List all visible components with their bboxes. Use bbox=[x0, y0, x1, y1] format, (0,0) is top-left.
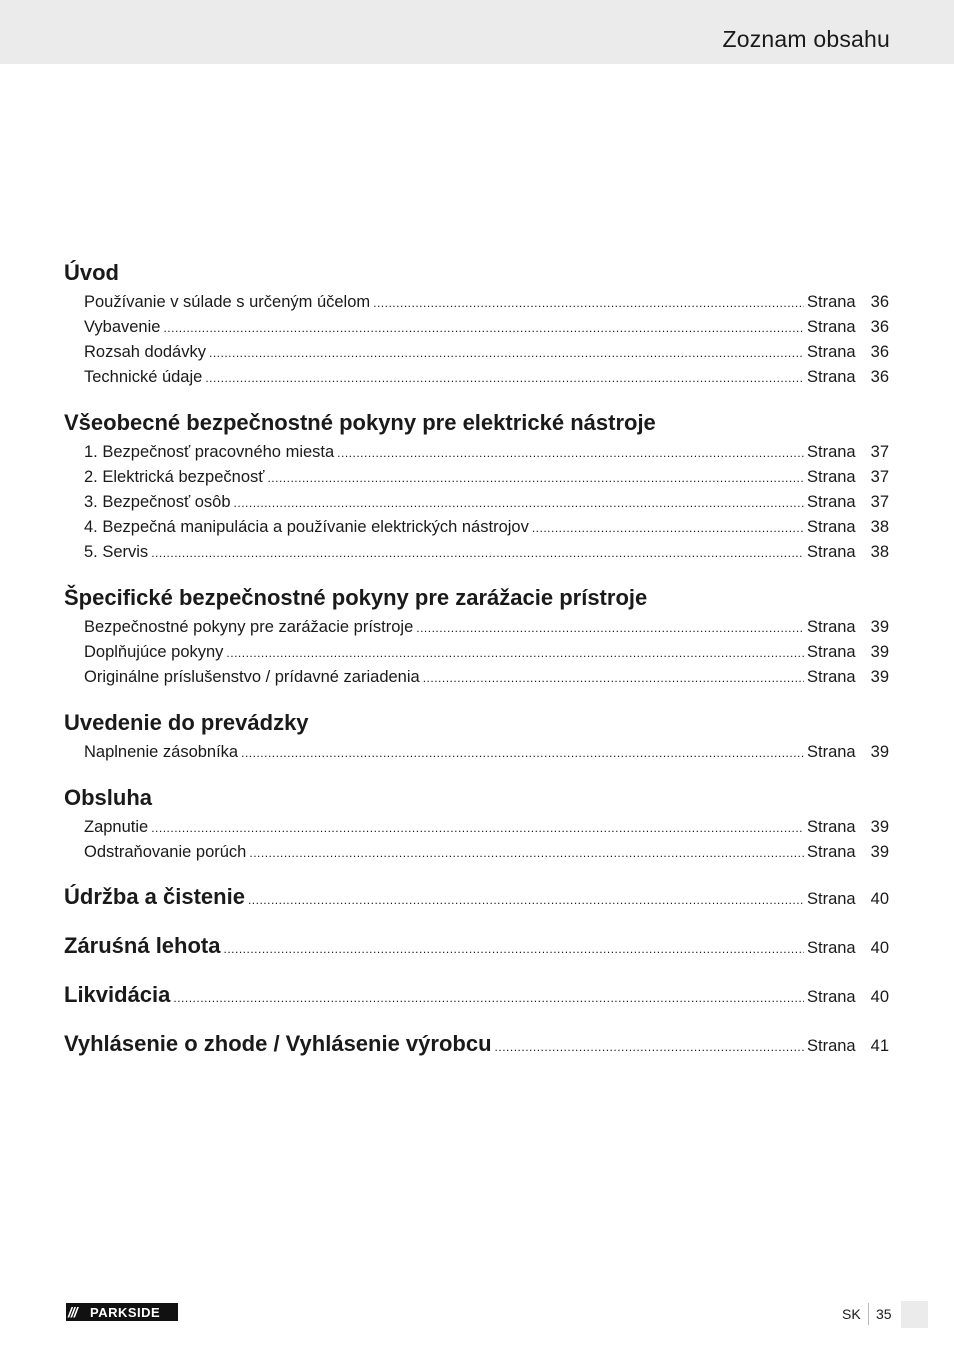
page-title: Zoznam obsahu bbox=[722, 26, 890, 52]
toc-page-word: Strana bbox=[807, 493, 856, 511]
dot-leader bbox=[223, 932, 804, 966]
toc-entry-label: Naplnenie zásobníka bbox=[84, 743, 239, 761]
toc-page-number: 38 bbox=[870, 543, 889, 561]
toc-page-number: 40 bbox=[870, 890, 889, 908]
toc-entry[interactable] bbox=[64, 615, 889, 640]
toc-entry-label: Vybavenie bbox=[84, 318, 161, 336]
toc-page-word: Strana bbox=[807, 443, 856, 461]
dot-leader bbox=[151, 541, 804, 566]
toc-page-word: Strana bbox=[807, 343, 856, 361]
logo-text: PARKSIDE bbox=[90, 1304, 161, 1320]
logo-slashes: /// bbox=[68, 1304, 77, 1320]
dot-leader bbox=[373, 291, 804, 316]
toc-entry-label: Zapnutie bbox=[84, 818, 149, 836]
toc-entry-label: Technické údaje bbox=[84, 368, 203, 386]
footer-divider bbox=[868, 1303, 869, 1325]
page-number: 35 bbox=[876, 1306, 892, 1322]
toc-page-word: Strana bbox=[807, 1037, 856, 1055]
dot-leader bbox=[241, 741, 804, 766]
toc-entry[interactable] bbox=[64, 840, 889, 865]
toc-entry[interactable] bbox=[64, 665, 889, 690]
dot-leader bbox=[337, 441, 804, 466]
toc-page-word: Strana bbox=[807, 368, 856, 386]
toc-heading-label: Údržba a čistenie bbox=[64, 884, 245, 909]
dot-leader bbox=[234, 491, 804, 516]
dot-leader bbox=[173, 981, 804, 1015]
toc-page-word: Strana bbox=[807, 293, 856, 311]
toc-page-word: Strana bbox=[807, 618, 856, 636]
dot-leader bbox=[248, 883, 804, 917]
footer-tab-marker bbox=[901, 1301, 928, 1328]
toc-entry[interactable] bbox=[64, 365, 889, 390]
toc-page-word: Strana bbox=[807, 543, 856, 561]
toc-page-word: Strana bbox=[807, 468, 856, 486]
toc-section-heading: Úvod bbox=[64, 260, 119, 285]
toc-heading-entry[interactable] bbox=[64, 880, 889, 914]
toc-page-word: Strana bbox=[807, 318, 856, 336]
dot-leader bbox=[532, 516, 804, 541]
toc-heading-label: Záruśná lehota bbox=[64, 933, 221, 958]
toc-entry-label: 2. Elektrická bezpečnosť bbox=[84, 468, 265, 486]
toc-page-number: 37 bbox=[870, 443, 889, 461]
toc-page-word: Strana bbox=[807, 518, 856, 536]
toc-entry[interactable] bbox=[64, 490, 889, 515]
toc-section bbox=[64, 256, 889, 390]
toc-entry-label: Originálne príslušenstvo / prídavné zariadenia bbox=[84, 668, 420, 686]
dot-leader bbox=[495, 1030, 804, 1064]
toc-page-number: 36 bbox=[870, 368, 889, 386]
toc-section-heading: Obsluha bbox=[64, 785, 153, 810]
toc-page-number: 39 bbox=[870, 618, 889, 636]
toc-entry-label: Rozsah dodávky bbox=[84, 343, 206, 361]
toc-page-number: 40 bbox=[870, 988, 889, 1006]
toc-section bbox=[64, 781, 889, 865]
toc-page-word: Strana bbox=[807, 818, 856, 836]
dot-leader bbox=[163, 316, 804, 341]
toc-entry[interactable] bbox=[64, 815, 889, 840]
toc-page-number: 36 bbox=[870, 343, 889, 361]
toc-entry[interactable] bbox=[64, 740, 889, 765]
toc-page-word: Strana bbox=[807, 988, 856, 1006]
dot-leader bbox=[151, 816, 804, 841]
toc-entry-label: 3. Bezpečnosť osôb bbox=[84, 493, 231, 511]
toc-entry[interactable] bbox=[64, 640, 889, 665]
toc-section bbox=[64, 406, 889, 565]
toc-page-number: 39 bbox=[870, 668, 889, 686]
toc-section-heading: Špecifické bezpečnostné pokyny pre zarážacie prístroje bbox=[64, 585, 648, 610]
header-band bbox=[0, 0, 954, 64]
table-of-contents bbox=[64, 256, 889, 1061]
dot-leader bbox=[205, 366, 804, 391]
dot-leader bbox=[249, 841, 804, 866]
toc-entry-label: Používanie v súlade s určeným účelom bbox=[84, 293, 371, 311]
toc-entry-label: Odstraňovanie porúch bbox=[84, 843, 247, 861]
toc-section-heading: Uvedenie do prevádzky bbox=[64, 710, 309, 735]
toc-entry[interactable] bbox=[64, 315, 889, 340]
toc-section-heading: Všeobecné bezpečnostné pokyny pre elektrické nástroje bbox=[64, 410, 656, 435]
toc-section bbox=[64, 581, 889, 690]
toc-heading-entry[interactable] bbox=[64, 1027, 889, 1061]
toc-entry-label: 4. Bezpečná manipulácia a používanie elektrických nástrojov bbox=[84, 518, 529, 536]
dot-leader bbox=[416, 616, 804, 641]
toc-page-number: 39 bbox=[870, 818, 889, 836]
dot-leader bbox=[226, 641, 804, 666]
toc-entry[interactable] bbox=[64, 290, 889, 315]
toc-page-number: 39 bbox=[870, 843, 889, 861]
toc-page-word: Strana bbox=[807, 643, 856, 661]
language-code: SK bbox=[842, 1306, 861, 1322]
toc-entry[interactable] bbox=[64, 515, 889, 540]
toc-page-number: 38 bbox=[870, 518, 889, 536]
toc-page-word: Strana bbox=[807, 890, 856, 908]
toc-page-word: Strana bbox=[807, 843, 856, 861]
toc-page-number: 36 bbox=[870, 318, 889, 336]
toc-page-word: Strana bbox=[807, 939, 856, 957]
toc-entry[interactable] bbox=[64, 540, 889, 565]
toc-page-word: Strana bbox=[807, 668, 856, 686]
toc-heading-entry[interactable] bbox=[64, 978, 889, 1012]
toc-entry[interactable] bbox=[64, 465, 889, 490]
toc-entry[interactable] bbox=[64, 340, 889, 365]
toc-page-number: 40 bbox=[870, 939, 889, 957]
toc-entry[interactable] bbox=[64, 440, 889, 465]
dot-leader bbox=[209, 341, 804, 366]
toc-entry-label: Doplňujúce pokyny bbox=[84, 643, 224, 661]
dot-leader bbox=[267, 466, 804, 491]
toc-heading-label: Vyhlásenie o zhode / Vyhlásenie výrobcu bbox=[64, 1031, 492, 1056]
dot-leader bbox=[423, 666, 804, 691]
parkside-logo bbox=[66, 1303, 178, 1321]
toc-entry-label: Bezpečnostné pokyny pre zarážacie prístroje bbox=[84, 618, 414, 636]
toc-page-number: 39 bbox=[870, 643, 889, 661]
toc-section bbox=[64, 706, 889, 765]
toc-page-number: 36 bbox=[870, 293, 889, 311]
toc-heading-label: Likvidácia bbox=[64, 982, 171, 1007]
toc-heading-entry[interactable] bbox=[64, 929, 889, 963]
toc-page-word: Strana bbox=[807, 743, 856, 761]
toc-page-number: 37 bbox=[870, 468, 889, 486]
toc-entry-label: 5. Servis bbox=[84, 543, 149, 561]
toc-page-number: 39 bbox=[870, 743, 889, 761]
toc-page-number: 37 bbox=[870, 493, 889, 511]
toc-page-number: 41 bbox=[870, 1037, 889, 1055]
toc-entry-label: 1. Bezpečnosť pracovného miesta bbox=[84, 443, 335, 461]
